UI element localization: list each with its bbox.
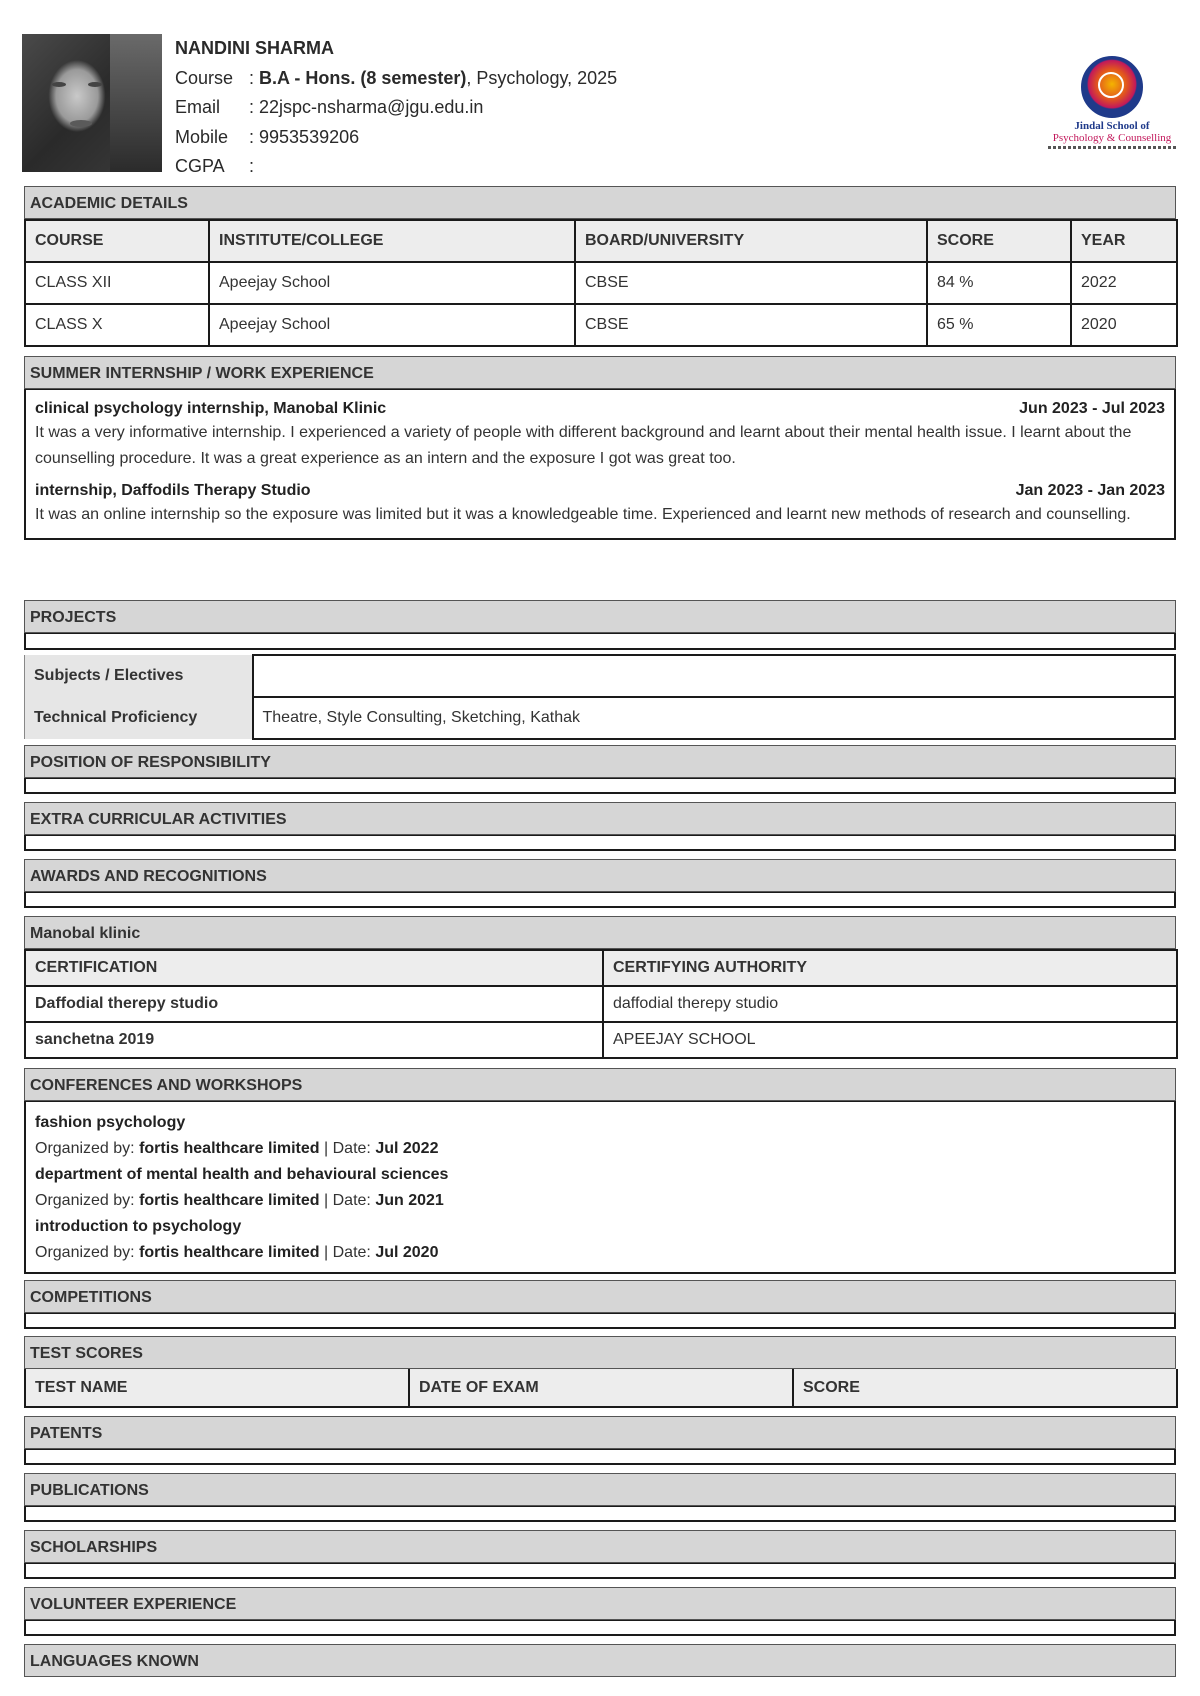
section-title: EXTRA CURRICULAR ACTIVITIES bbox=[24, 802, 1176, 835]
academic-section bbox=[24, 186, 1176, 347]
conference-meta: Organized by: fortis healthcare limited | Date: Jul 2020 bbox=[35, 1244, 439, 1261]
table-row: Daffodial therepy studio daffodial therepy studio bbox=[25, 986, 1177, 1022]
candidate-name: NANDINI SHARMA bbox=[175, 38, 334, 58]
section-title: PATENTS bbox=[24, 1416, 1176, 1449]
scholarships-section bbox=[24, 1530, 1176, 1579]
languages-section bbox=[24, 1644, 1176, 1677]
mobile-value: 9953539206 bbox=[259, 126, 360, 147]
section-title: COMPETITIONS bbox=[24, 1280, 1176, 1313]
test-scores-table bbox=[24, 1369, 1178, 1408]
skills-section bbox=[24, 654, 1176, 740]
cgpa-line: CGPA : bbox=[175, 156, 255, 176]
experience-description: It was a very informative internship. I experienced a variety of people with different background and learnt about their mental health issue. I learnt about the counselling procedure. It was a great experience as an intern and the exposure I got was great too. bbox=[35, 424, 1132, 467]
experience-role: clinical psychology internship, Manobal Klinic bbox=[35, 400, 387, 417]
conference-name: fashion psychology bbox=[35, 1114, 186, 1131]
table-row bbox=[25, 655, 1176, 697]
experience-description: It was an online internship so the exposure was limited but it was a knowledgeable time. Experienced and learnt new methods of research and counselling. bbox=[35, 506, 1131, 523]
conference-list bbox=[24, 1101, 1176, 1274]
school-logo: Jindal School of Psychology & Counselling bbox=[1042, 56, 1182, 152]
technical-label: Technical Proficiency bbox=[25, 697, 253, 739]
section-title: SCHOLARSHIPS bbox=[24, 1530, 1176, 1563]
table-row: CLASS XII Apeejay School CBSE 84 % 2022 bbox=[25, 262, 1177, 304]
section-title: LANGUAGES KNOWN bbox=[24, 1644, 1176, 1677]
section-title: POSITION OF RESPONSIBILITY bbox=[24, 745, 1176, 778]
section-title: SUMMER INTERNSHIP / WORK EXPERIENCE bbox=[24, 356, 1176, 389]
mobile-line: Mobile : 9953539206 bbox=[175, 126, 360, 147]
table-header-row: CERTIFICATION CERTIFYING AUTHORITY bbox=[25, 950, 1177, 986]
experience-list bbox=[24, 389, 1176, 540]
section-title: AWARDS AND RECOGNITIONS bbox=[24, 859, 1176, 892]
conference-name: department of mental health and behavioural sciences bbox=[35, 1166, 449, 1183]
subjects-label: Subjects / Electives bbox=[25, 655, 253, 697]
awards-section bbox=[24, 859, 1176, 908]
school-emblem-icon bbox=[1081, 56, 1143, 118]
header-info bbox=[175, 34, 617, 182]
academic-table bbox=[24, 219, 1178, 347]
experience-dates: Jan 2023 - Jan 2023 bbox=[1015, 482, 1165, 499]
course-line: Course : B.A - Hons. (8 semester), Psychology, 2025 bbox=[175, 67, 618, 88]
conferences-section bbox=[24, 1068, 1176, 1274]
publications-section bbox=[24, 1473, 1176, 1522]
email-value: 22jspc-nsharma@jgu.edu.in bbox=[259, 97, 484, 117]
experience-role: internship, Daffodils Therapy Studio bbox=[35, 482, 311, 499]
email-line: Email : 22jspc-nsharma@jgu.edu.in bbox=[175, 97, 484, 117]
responsibility-section bbox=[24, 745, 1176, 794]
conference-name: introduction to psychology bbox=[35, 1218, 242, 1235]
section-title: ACADEMIC DETAILS bbox=[24, 186, 1176, 219]
course-degree: B.A - Hons. (8 semester) bbox=[259, 67, 467, 88]
profile-photo bbox=[22, 34, 162, 172]
table-row: sanchetna 2019 APEEJAY SCHOOL bbox=[25, 1022, 1177, 1058]
course-detail: , Psychology, 2025 bbox=[466, 67, 618, 88]
technical-value: Theatre, Style Consulting, Sketching, Kathak bbox=[253, 697, 1176, 739]
section-title: TEST SCORES bbox=[24, 1336, 1176, 1369]
table-header-row: COURSE INSTITUTE/COLLEGE BOARD/UNIVERSITY SCORE YEAR bbox=[25, 220, 1177, 262]
section-title: PUBLICATIONS bbox=[24, 1473, 1176, 1506]
certifications-table bbox=[24, 949, 1178, 1059]
experience-dates: Jun 2023 - Jul 2023 bbox=[1019, 400, 1165, 417]
table-row bbox=[25, 697, 1176, 739]
section-title: PROJECTS bbox=[24, 600, 1176, 633]
skills-table bbox=[24, 654, 1176, 740]
certifications-section bbox=[24, 916, 1176, 1059]
table-header-row: TEST NAME DATE OF EXAM SCORE bbox=[25, 1369, 1177, 1407]
experience-section bbox=[24, 356, 1176, 540]
competitions-section bbox=[24, 1280, 1176, 1329]
conference-meta: Organized by: fortis healthcare limited | Date: Jul 2022 bbox=[35, 1140, 439, 1157]
section-title: Manobal klinic bbox=[24, 916, 1176, 949]
test-scores-section bbox=[24, 1336, 1176, 1408]
subjects-value bbox=[253, 655, 1176, 697]
volunteer-section bbox=[24, 1587, 1176, 1636]
conference-meta: Organized by: fortis healthcare limited | Date: Jun 2021 bbox=[35, 1192, 444, 1209]
experience-item bbox=[35, 400, 1165, 418]
extracurricular-section bbox=[24, 802, 1176, 851]
section-title: CONFERENCES AND WORKSHOPS bbox=[24, 1068, 1176, 1101]
projects-section bbox=[24, 600, 1176, 650]
table-row: CLASS X Apeejay School CBSE 65 % 2020 bbox=[25, 304, 1177, 346]
section-title: VOLUNTEER EXPERIENCE bbox=[24, 1587, 1176, 1620]
patents-section bbox=[24, 1416, 1176, 1465]
experience-item bbox=[35, 482, 1165, 500]
